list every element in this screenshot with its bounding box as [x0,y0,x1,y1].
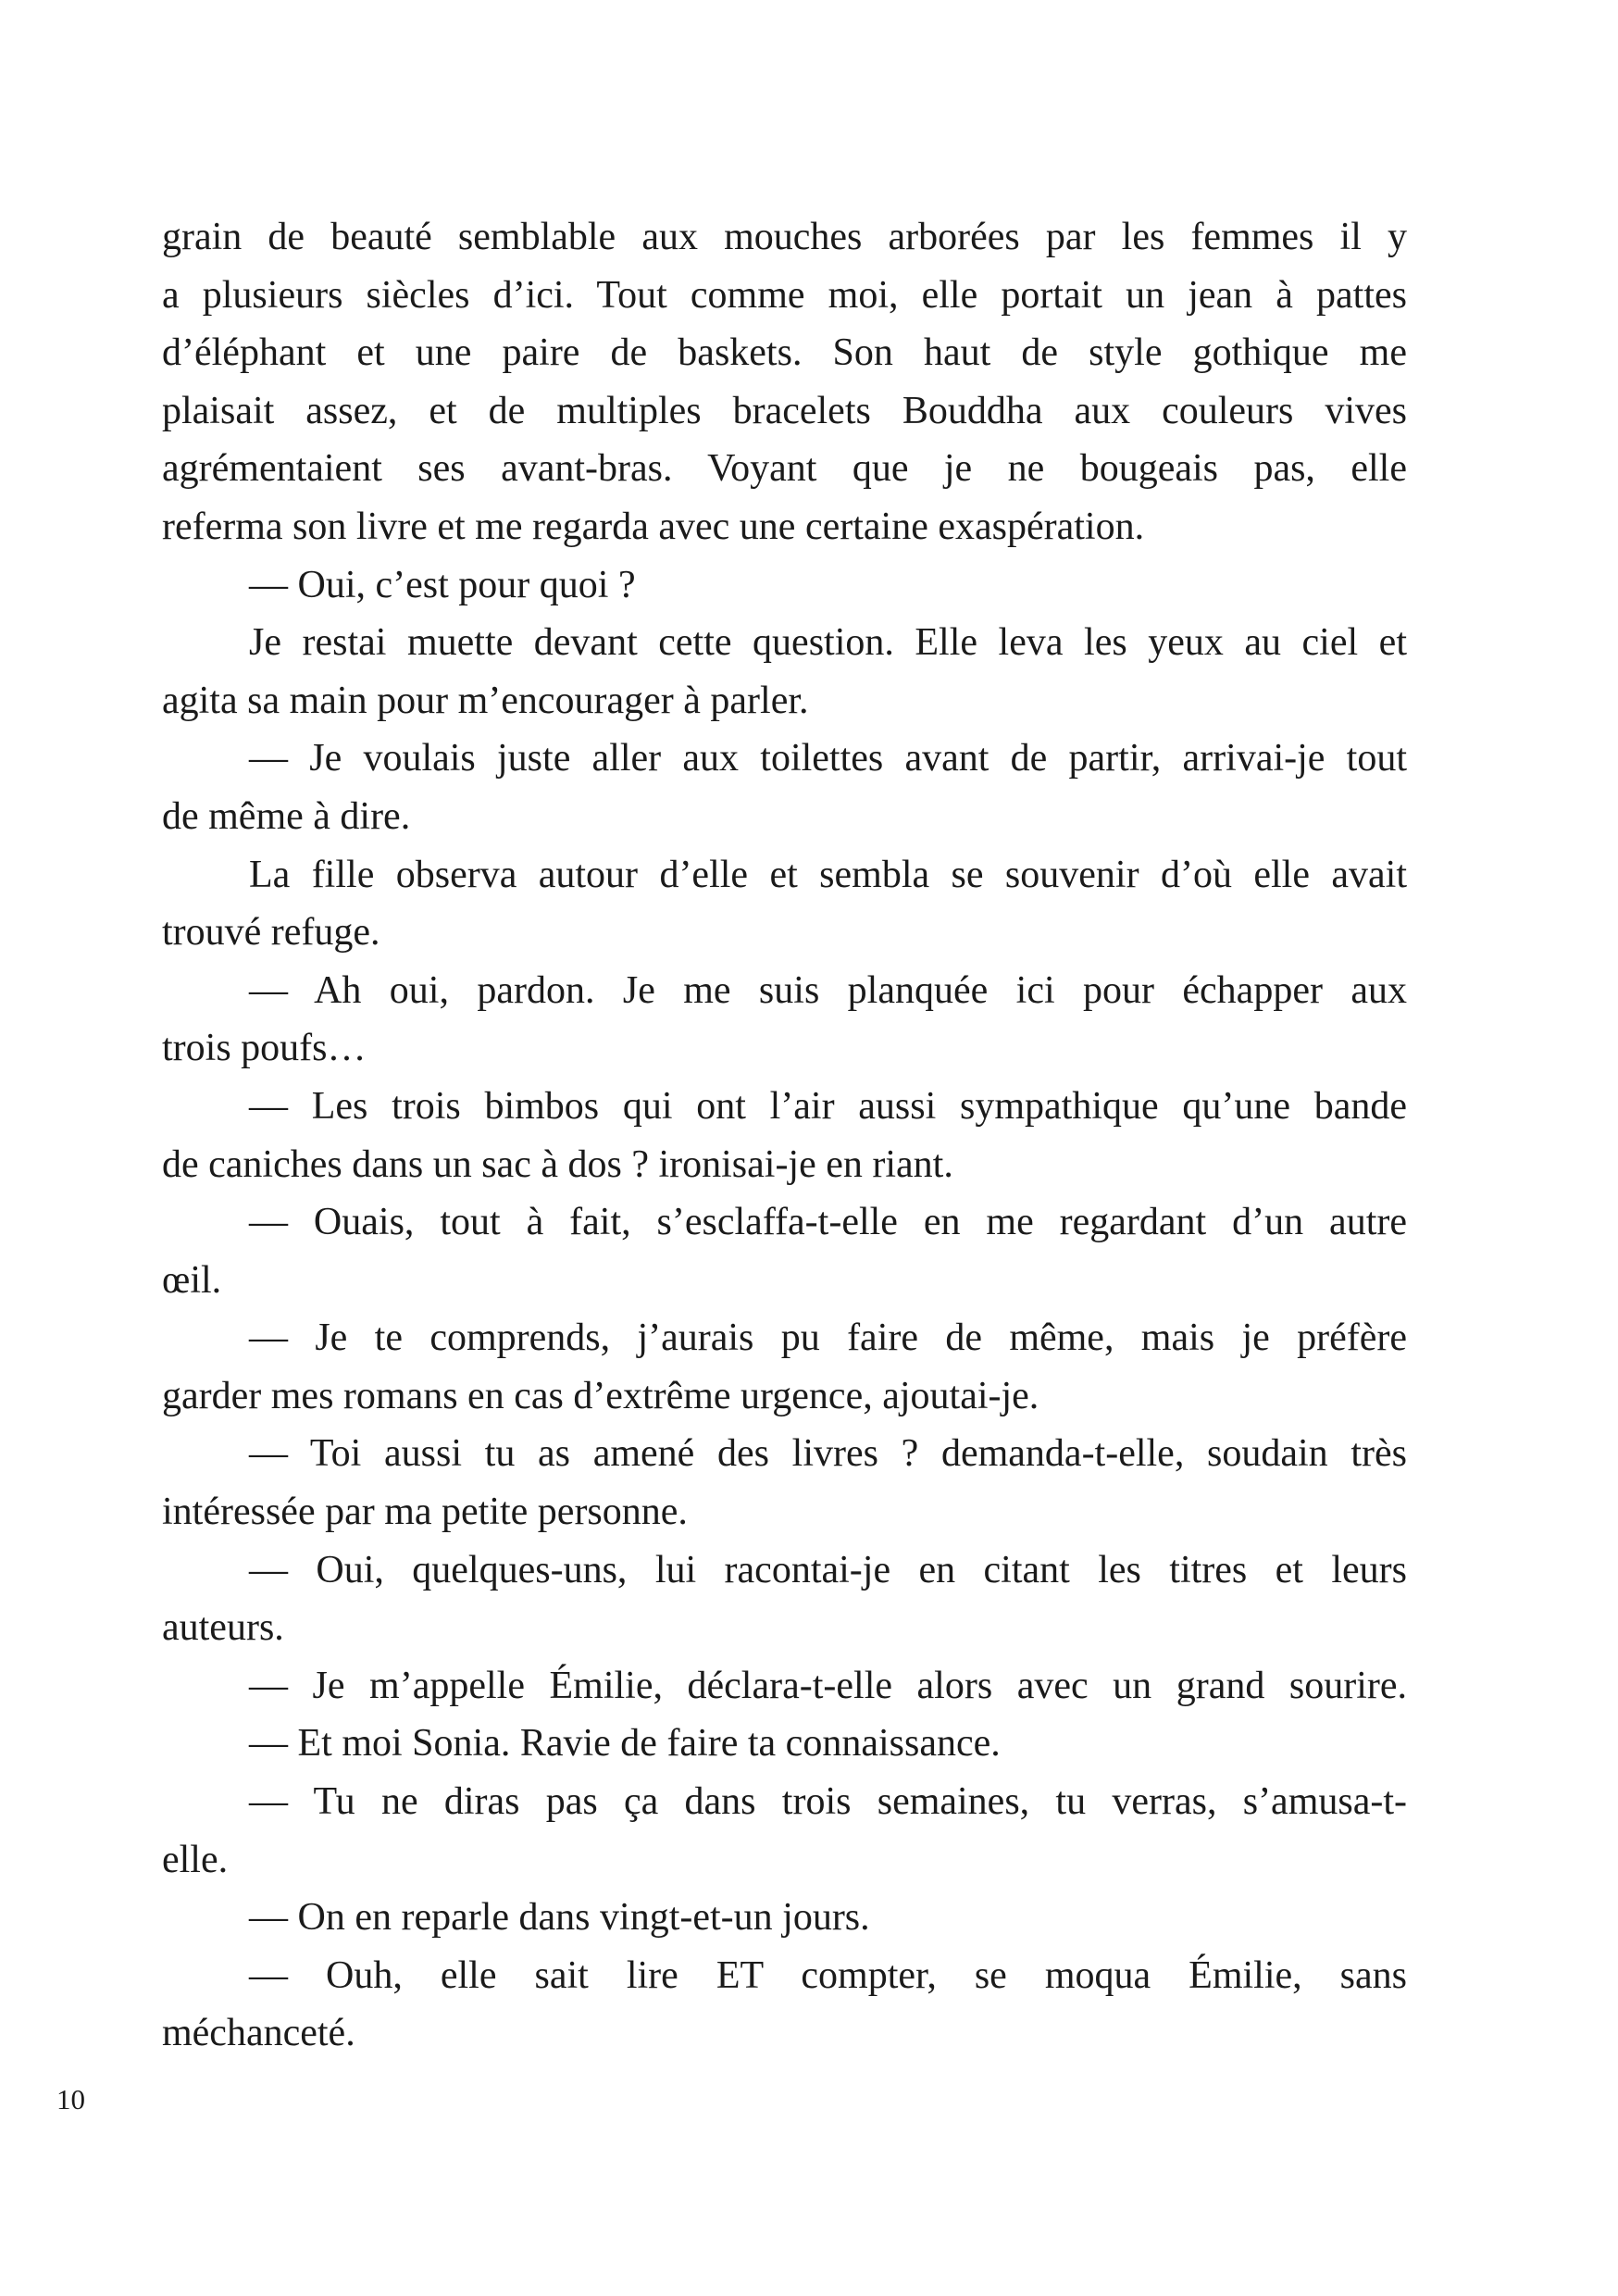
text-line: trois poufs… [162,1027,367,1070]
dialogue-line: — Tu ne diras pas ça dans trois semaines, tu verras, s’amusa-t- [249,1780,1407,1824]
dialogue-line: — Ouais, tout à fait, s’esclaffa-t-elle en me regardant d’un autre [249,1201,1407,1244]
page-number: 10 [56,2083,85,2115]
text-line: Je restai muette devant cette question. Elle leva les yeux au ciel et [249,621,1407,665]
text-line: a plusieurs siècles d’ici. Tout comme moi, elle portait un jean à pattes [162,273,1407,317]
dialogue-line: — Je te comprends, j’aurais pu faire de même, mais je préfère [249,1316,1407,1360]
text-line: œil. [162,1258,222,1302]
text-line: de même à dire. [162,794,411,838]
dialogue-line: — Oui, quelques-uns, lui racontai-je en citant les titres et leurs [249,1548,1407,1591]
dialogue-line: — Et moi Sonia. Ravie de faire ta connaissance. [249,1722,1001,1766]
dialogue-line: — On en reparle dans vingt-et-un jours. [249,1896,870,1940]
text-line: de caniches dans un sac à dos ? ironisai-je en riant. [162,1142,953,1186]
dialogue-line: — Je m’appelle Émilie, déclara-t-elle alors avec un grand sourire. [249,1664,1407,1707]
dialogue-line: — Oui, c’est pour quoi ? [249,563,636,606]
dialogue-line: — Je voulais juste aller aux toilettes avant de partir, arrivai-je tout [249,737,1407,780]
text-line: agita sa main pour m’encourager à parler. [162,679,809,722]
text-line: méchanceté. [162,2012,355,2055]
text-line: auteurs. [162,1606,284,1650]
text-line: d’éléphant et une paire de baskets. Son haut de style gothique me [162,331,1407,375]
dialogue-line: — Les trois bimbos qui ont l’air aussi sympathique qu’une bande [249,1084,1407,1128]
text-line: grain de beauté semblable aux mouches arborées par les femmes il y [162,216,1407,258]
dialogue-line: — Ouh, elle sait lire ET compter, se moqua Émilie, sans [249,1953,1407,1997]
dialogue-line: — Ah oui, pardon. Je me suis planquée ici pour échapper aux [249,968,1407,1012]
text-line: plaisait assez, et de multiples bracelets Bouddha aux couleurs vives [162,389,1407,432]
text-line: La fille observa autour d’elle et sembla se souvenir d’où elle avait [249,853,1407,896]
text-line: agrémentaient ses avant-bras. Voyant que je ne bougeais pas, elle [162,447,1407,491]
text-line: intéressée par ma petite personne. [162,1491,688,1534]
body-text [162,208,1407,2063]
dialogue-line: — Toi aussi tu as amené des livres ? demanda-t-elle, soudain très [249,1432,1407,1476]
text-line: trouvé refuge. [162,911,380,955]
text-line: referma son livre et me regarda avec une certaine exaspération. [162,505,1145,548]
text-line: garder mes romans en cas d’extrême urgence, ajoutai-je. [162,1374,1039,1417]
text-line: elle. [162,1838,229,1881]
